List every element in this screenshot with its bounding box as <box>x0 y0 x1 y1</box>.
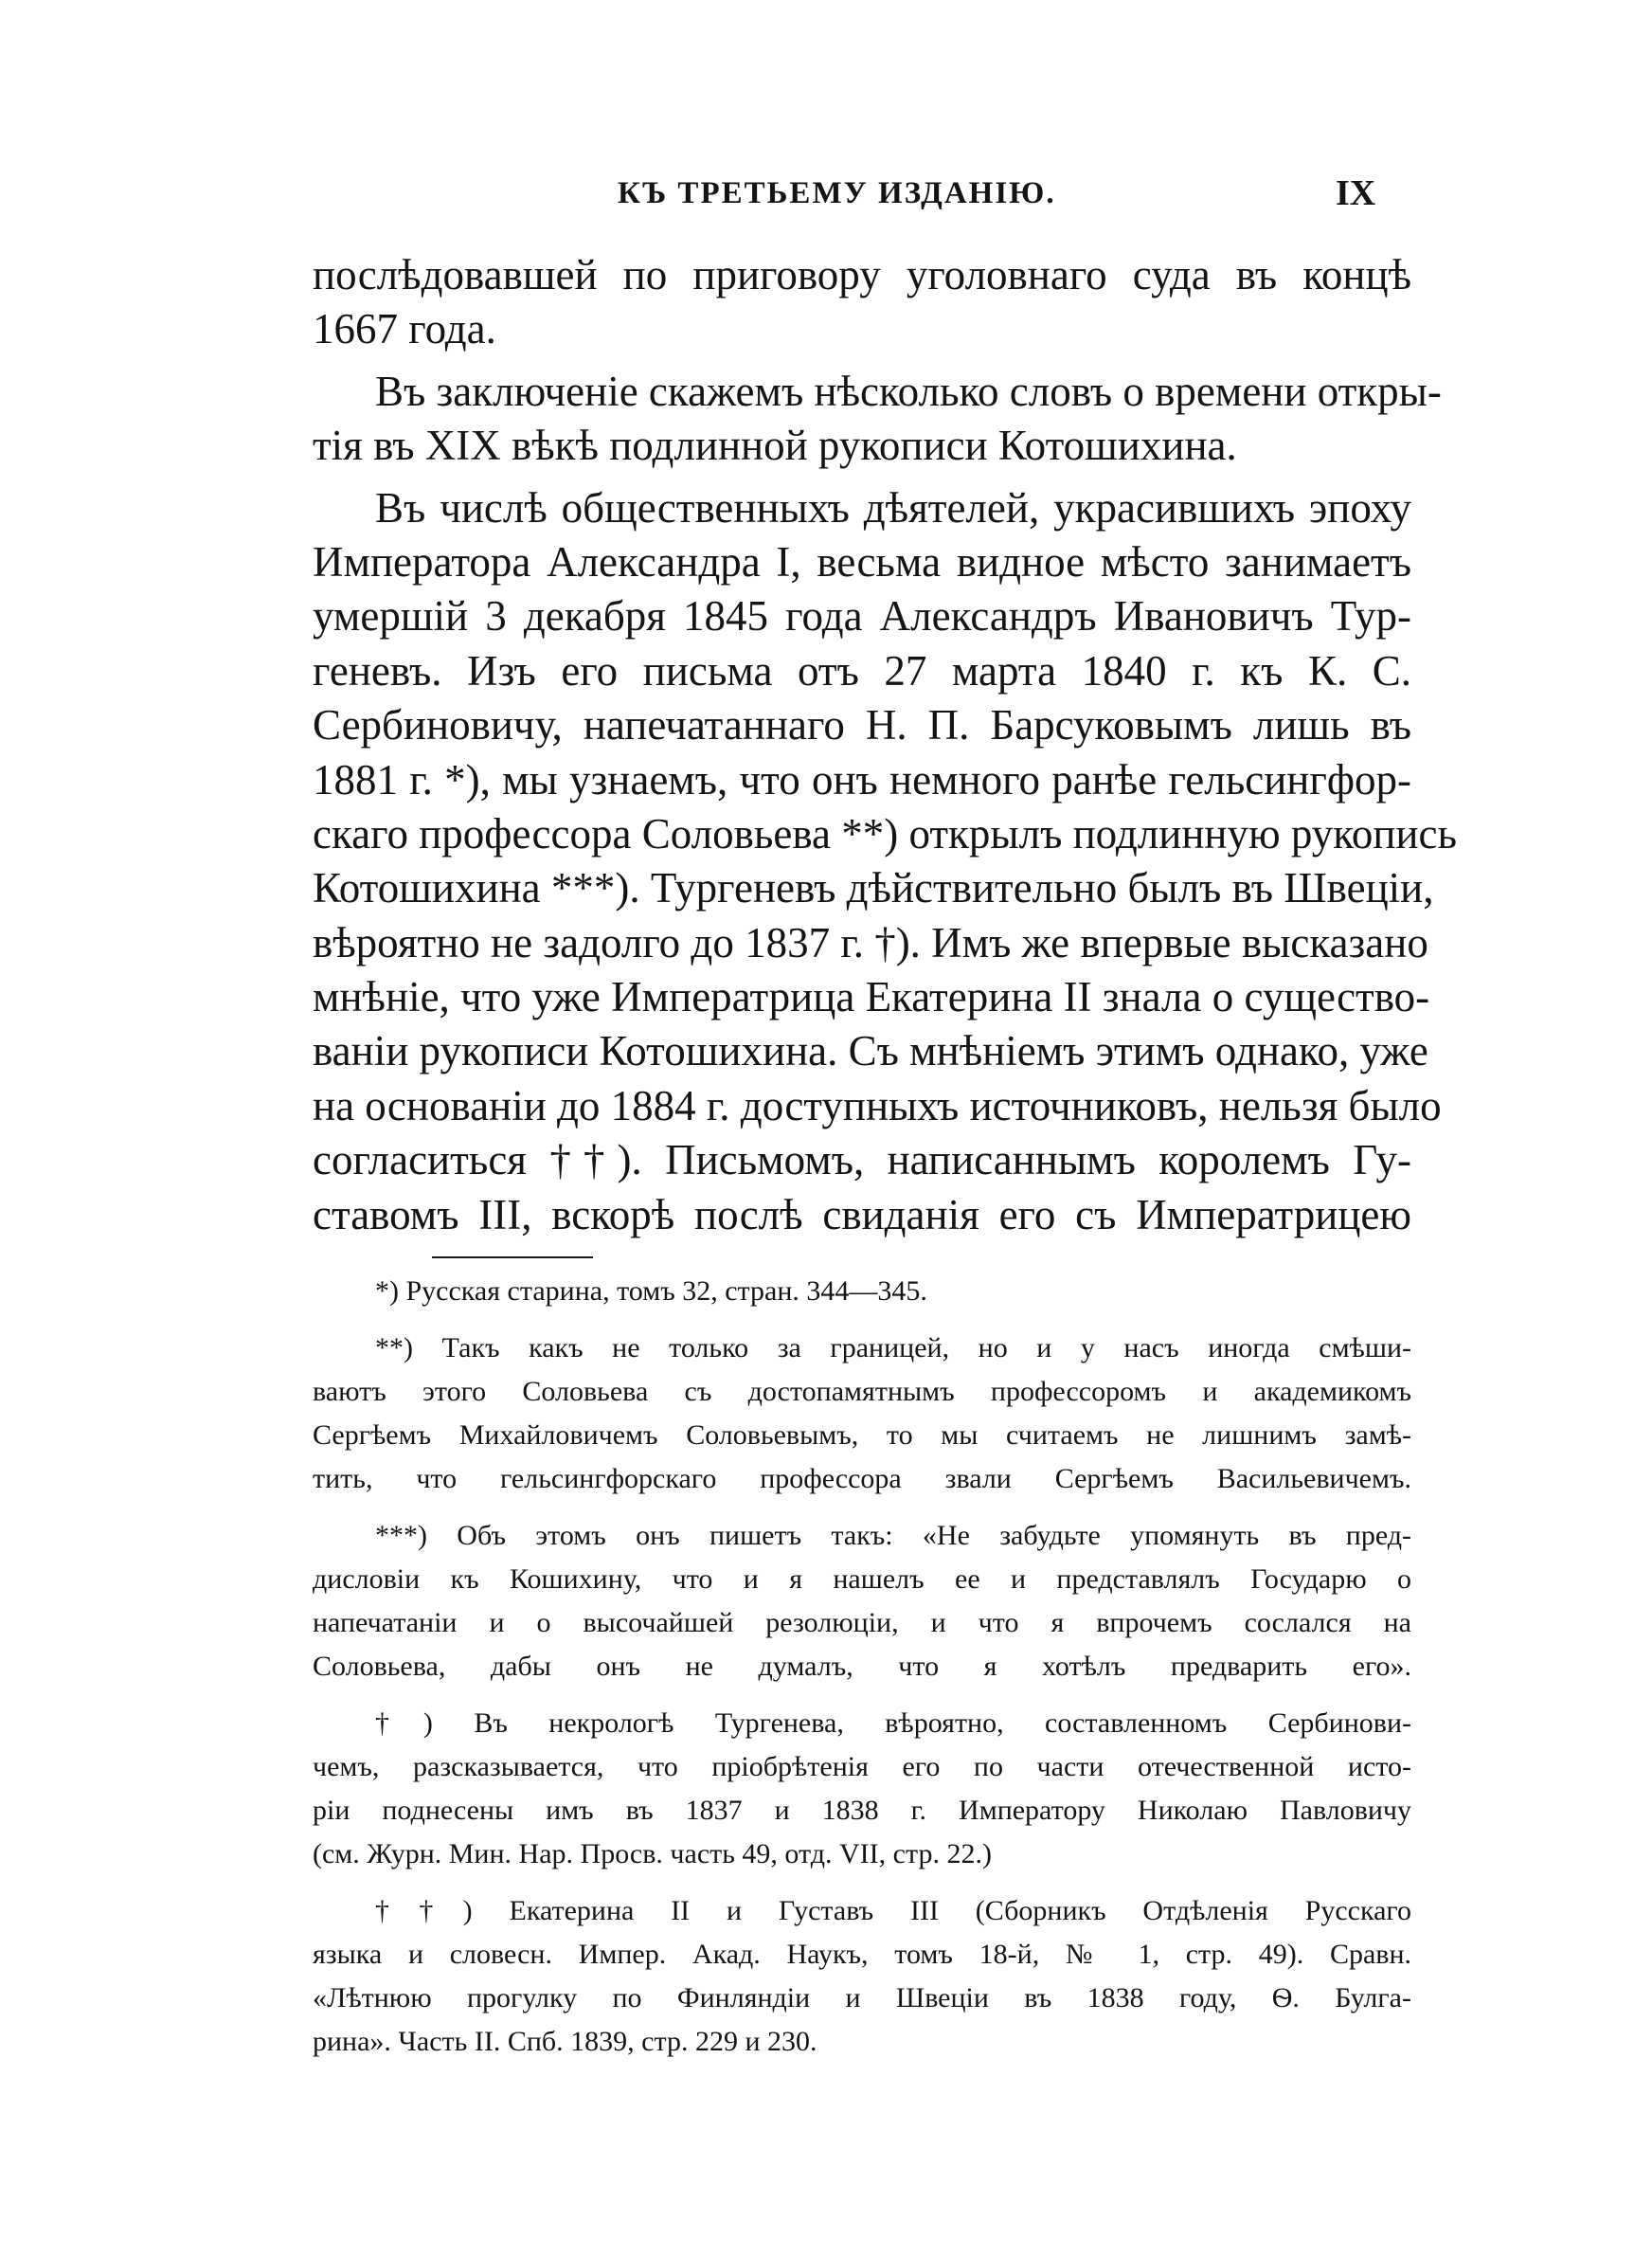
body-line: мнѣніе, что уже Императрица Екатерина II знала о существо- <box>313 973 1430 1021</box>
footnote-line: (см. Журн. Мин. Нар. Просв. часть 49, отд. VII, стр. 22.) <box>313 1838 992 1869</box>
footnote-line: ріи поднесены имъ въ 1837 и 1838 г. Императору Николаю Павловичу <box>313 1795 1411 1826</box>
footnote-line: дисловіи къ Кошихину, что и я нашелъ ее и представлялъ Государю о <box>313 1563 1411 1595</box>
body-line: ставомъ III, вскорѣ послѣ свиданія его съ Императрицею <box>313 1190 1411 1238</box>
body-line: умершій 3 декабря 1845 года Александръ Ивановичъ Тур- <box>313 592 1411 641</box>
body-line: 1667 года. <box>313 305 496 353</box>
footnote-line: языка и словесн. Импер. Акад. Наукъ, томъ 18-й, № 1, стр. 49). Сравн. <box>313 1939 1411 1970</box>
page-header <box>0 173 1652 233</box>
footnote-separator <box>432 1256 593 1258</box>
body-line: Котошихина ***). Тургеневъ дѣйствительно былъ въ Швеціи, <box>313 864 1434 912</box>
footnote-line: *) Русская старина, томъ 32, стран. 344—345. <box>375 1275 927 1307</box>
body-line: Въ заключеніе скажемъ нѣсколько словъ о времени откры- <box>375 367 1442 415</box>
body-line: согласиться ††). Письмомъ, написаннымъ королемъ Гу- <box>313 1136 1411 1184</box>
body-line: скаго профессора Соловьева **) открылъ подлинную рукопись <box>313 809 1457 858</box>
body-line: 1881 г. *), мы узнаемъ, что онъ немного ранѣе гельсингфор- <box>313 755 1411 803</box>
body-line: Императора Александра I, весьма видное мѣсто занимаетъ <box>313 537 1411 586</box>
body-line: Въ числѣ общественныхъ дѣятелей, украсившихъ эпоху <box>375 483 1411 532</box>
footnote-line: чемъ, разсказывается, что пріобрѣтенія его по части отечественной исто- <box>313 1751 1411 1782</box>
footnote-line: Сергѣемъ Михайловичемъ Соловьевымъ, то мы считаемъ не лишнимъ замѣ- <box>313 1419 1411 1451</box>
body-line: геневъ. Изъ его письма отъ 27 марта 1840 г. къ К. С. <box>313 646 1411 695</box>
body-line: вѣроятно не задолго до 1837 г. †). Имъ же впервые высказано <box>313 918 1428 966</box>
footnote-line: †) Въ некрологѣ Тургенева, вѣроятно, составленномъ Сербинови- <box>375 1707 1411 1739</box>
footnote-line: рина». Часть II. Спб. 1839, стр. 229 и 230. <box>313 2026 817 2057</box>
body-line: тія въ XIX вѣкѣ подлинной рукописи Котошихина. <box>313 422 1237 470</box>
footnote-line: ваютъ этого Соловьева съ достопамятнымъ профессоромъ и академикомъ <box>313 1376 1411 1407</box>
footnote-line: ††) Екатерина II и Густавъ III (Сборникъ Отдѣленія Русскаго <box>375 1895 1411 1926</box>
running-title: КЪ ТРЕТЬЕМУ ИЗДАНІЮ. <box>618 176 1056 210</box>
page-number: IX <box>1336 173 1376 213</box>
footnotes <box>313 1270 1411 2064</box>
body-text <box>313 248 1457 1242</box>
body-line: Сербиновичу, напечатаннаго Н. П. Барсуковымъ лишь въ <box>313 701 1411 749</box>
body-line: на основаніи до 1884 г. доступныхъ источниковъ, нельзя было <box>313 1081 1442 1129</box>
footnote-line: ***) Объ этомъ онъ пишетъ такъ: «Не забудьте упомянуть въ пред- <box>375 1520 1411 1551</box>
body-line: послѣдовавшей по приговору уголовнаго суда въ концѣ <box>313 251 1411 298</box>
footnote-line: **) Такъ какъ не только за границей, но и у насъ иногда смѣши- <box>375 1332 1411 1363</box>
footnote-line: Соловьева, дабы онъ не думалъ, что я хотѣлъ предварить его». <box>313 1651 1411 1682</box>
body-line: ваніи рукописи Котошихина. Съ мнѣніемъ этимъ однако, уже <box>313 1027 1428 1075</box>
footnote-line: напечатаніи и о высочайшей резолюціи, и что я впрочемъ сослался на <box>313 1607 1411 1638</box>
footnote-line: тить, что гельсингфорскаго профессора звали Сергѣемъ Васильевичемъ. <box>313 1463 1411 1494</box>
footnote-line: «Лѣтнюю прогулку по Финляндіи и Швеціи въ 1838 году, Ѳ. Булга- <box>313 1982 1411 2013</box>
